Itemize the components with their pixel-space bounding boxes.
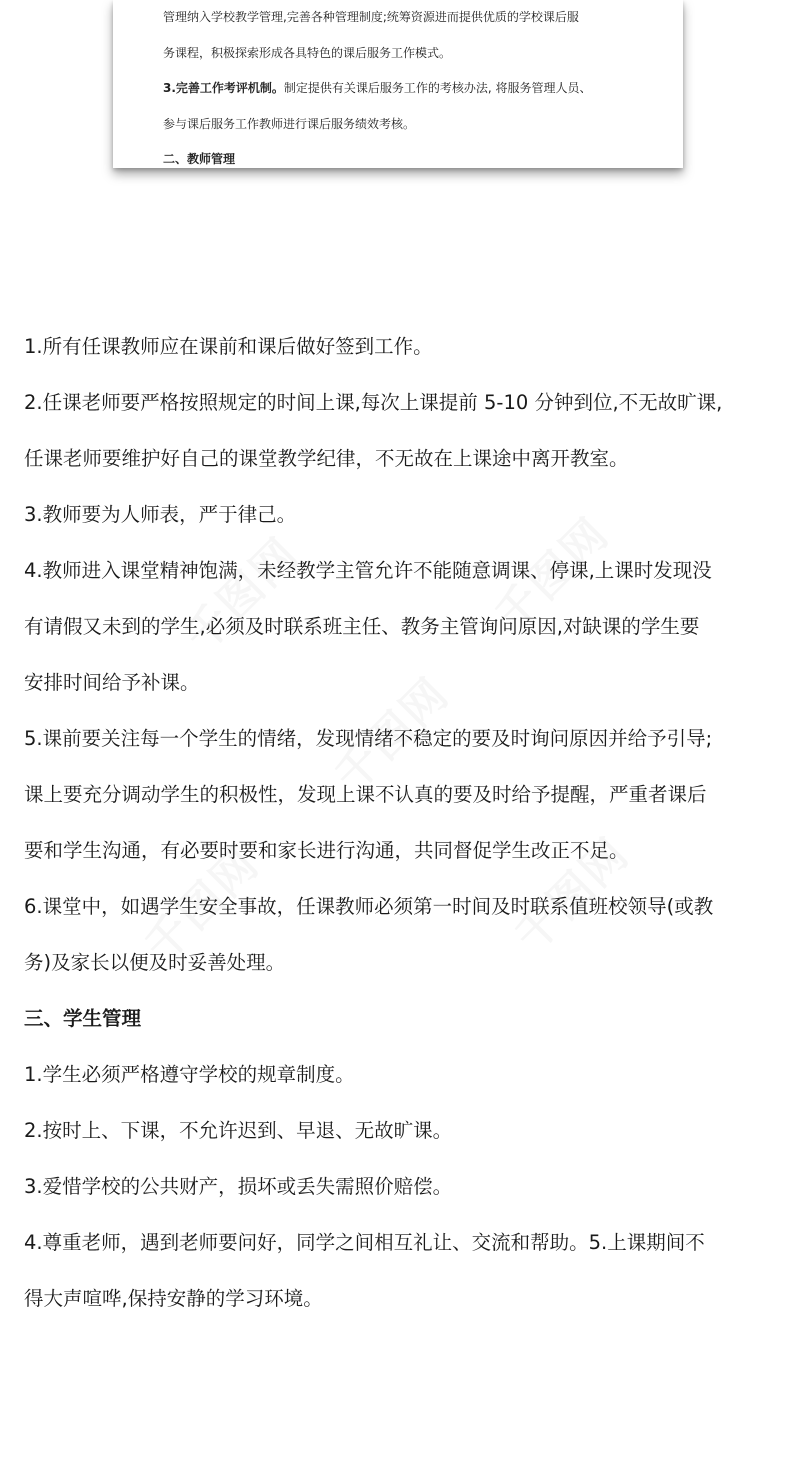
preview-line-3 [163,80,592,96]
teacher-rule-4-cont: 安排时间给予补课。 [24,671,200,694]
teacher-rule-5-cont: 要和学生沟通，有必要时要和家长进行沟通，共同督促学生改正不足。 [24,839,629,862]
preview-section-heading: 二、教师管理 [163,152,236,166]
teacher-rule-4: 4.教师进入课堂精神饱满，未经教学主管允许不能随意调课、停课,上课时发现没 [24,559,712,582]
document-preview-card [113,0,683,168]
section-heading-student-management: 三、学生管理 [24,1007,142,1030]
teacher-rule-2-cont: 任课老师要维护好自己的课堂教学纪律，不无故在上课途中离开教室。 [24,447,629,470]
preview-line-4: 参与课后服务工作教师进行课后服务绩效考核。 [163,117,416,131]
teacher-rule-6: 6.课堂中，如遇学生安全事故，任课教师必须第一时间及时联系值班校领导(或教 [24,895,714,918]
teacher-rule-6-cont: 务)及家长以便及时妥善处理。 [24,951,286,974]
student-rule-1: 1.学生必须严格遵守学校的规章制度。 [24,1063,355,1086]
teacher-rule-4-cont: 有请假又未到的学生,必须及时联系班主任、教务主管询问原因,对缺课的学生要 [24,615,700,638]
document-body [24,329,794,1337]
teacher-rule-5: 5.课前要关注每一个学生的情绪，发现情绪不稳定的要及时询问原因并给予引导; [24,727,713,750]
preview-item3-text: 制定提供有关课后服务工作的考核办法, 将服务管理人员、 [283,81,592,95]
student-rule-3: 3.爱惜学校的公共财产，损坏或丢失需照价赔偿。 [24,1175,453,1198]
teacher-rule-2: 2.任课老师要严格按照规定的时间上课,每次上课提前 5-10 分钟到位,不无故旷课, [24,391,723,414]
preview-item3-heading: 3.完善工作考评机制。 [163,81,284,95]
teacher-rule-1: 1.所有任课教师应在课前和课后做好签到工作。 [24,335,433,358]
student-rule-4: 4.尊重老师，遇到老师要问好，同学之间相互礼让、交流和帮助。5.上课期间不 [24,1231,705,1254]
teacher-rule-5-cont: 课上要充分调动学生的积极性，发现上课不认真的要及时给予提醒，严重者课后 [24,783,707,806]
student-rule-5-cont: 得大声喧哗,保持安静的学习环境。 [24,1287,323,1310]
student-rule-2: 2.按时上、下课，不允许迟到、早退、无故旷课。 [24,1119,453,1142]
teacher-rule-3: 3.教师要为人师表，严于律己。 [24,503,297,526]
preview-line-1: 管理纳入学校教学管理,完善各种管理制度;统筹资源进而提供优质的学校课后服 [163,10,579,24]
preview-line-2: 务课程，积极探索形成各具特色的课后服务工作模式。 [163,46,452,60]
